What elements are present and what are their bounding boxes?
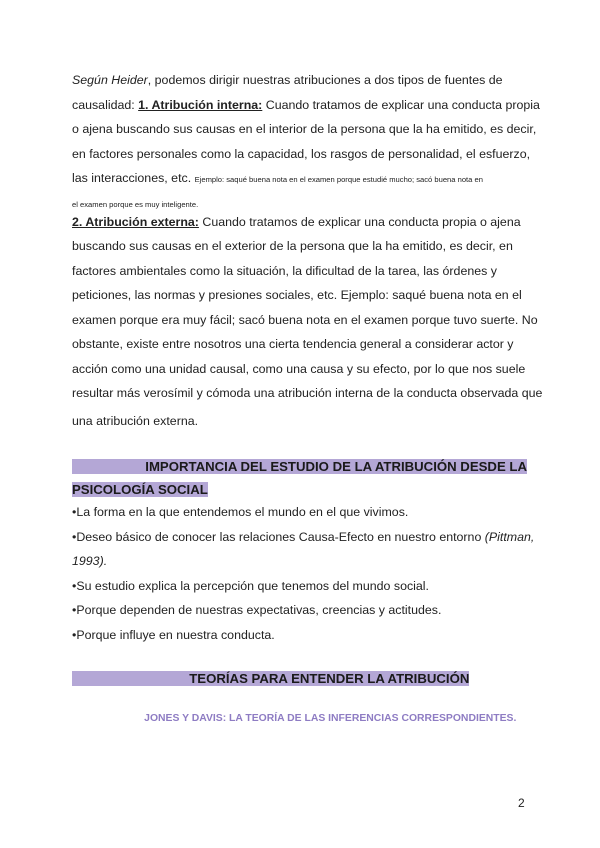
text-line xyxy=(72,287,522,303)
text-line xyxy=(72,121,536,137)
text-segment: obstante, existe entre nosotros una cierta tendencia general a considerar actor y xyxy=(72,337,514,351)
text-segment: 2. Atribución externa: xyxy=(72,215,199,229)
text-line xyxy=(72,529,534,545)
text-line xyxy=(72,170,483,188)
text-segment: examen porque era muy fácil; sacó buena nota en el examen porque tuvo suerte. No xyxy=(72,313,538,327)
text-segment: •Porque dependen de nuestras expectativas, creencias y actitudes. xyxy=(72,603,442,617)
text-line xyxy=(72,97,540,113)
text-segment: buscando sus causas en el exterior de la persona que la ha emitido, es decir, en xyxy=(72,239,513,253)
text-segment: resultar más verosímil y cómoda una atribución interna de la conducta observada que xyxy=(72,386,543,400)
text-line xyxy=(72,671,469,687)
text-line xyxy=(72,413,198,429)
text-segment: •Su estudio explica la percepción que tenemos del mundo social. xyxy=(72,579,429,593)
text-segment: Ejemplo: saqué buena nota en el examen porque estudié mucho; sacó buena nota en xyxy=(194,175,483,184)
text-segment: 1. Atribución interna: xyxy=(138,98,263,112)
text-line xyxy=(72,578,429,594)
section-heading: TEORÍAS PARA ENTENDER LA ATRIBUCIÓN xyxy=(72,671,470,686)
text-segment: en factores personales como la capacidad, los rasgos de personalidad, el esfuerzo, xyxy=(72,147,531,161)
text-segment: •Porque influye en nuestra conducta. xyxy=(72,628,275,642)
text-segment: , podemos dirigir nuestras atribuciones a dos tipos de fuentes de xyxy=(147,73,503,87)
text-line xyxy=(72,709,516,727)
text-segment: acción como una unidad causal, como una causa y su efecto, por lo que nos suele xyxy=(72,362,526,376)
text-segment: •Deseo básico de conocer las relaciones Causa-Efecto en nuestro entorno xyxy=(72,530,485,544)
text-line xyxy=(72,482,208,498)
text-line xyxy=(72,459,527,475)
text-line xyxy=(72,553,107,569)
subheading: JONES Y DAVIS: LA TEORÍA DE LAS INFERENCIAS CORRESPONDIENTES. xyxy=(72,713,517,724)
text-segment: 1993). xyxy=(72,554,108,568)
text-line xyxy=(72,361,525,377)
text-line xyxy=(72,146,530,162)
text-segment: Cuando tratamos de explicar una conducta propia o ajena xyxy=(198,215,521,229)
text-segment: o ajena buscando sus causas en el interior de la persona que la ha emitido, es decir, xyxy=(72,122,537,136)
text-line xyxy=(72,238,513,254)
text-line xyxy=(72,336,514,352)
text-line xyxy=(72,602,441,618)
text-line xyxy=(72,504,408,520)
section-heading: PSICOLOGÍA SOCIAL xyxy=(72,482,208,497)
text-line xyxy=(72,312,538,328)
text-segment: una atribución externa. xyxy=(72,414,199,428)
text-line xyxy=(72,385,542,401)
text-line xyxy=(72,214,521,230)
section-heading: IMPORTANCIA DEL ESTUDIO DE LA ATRIBUCIÓN DESDE LA xyxy=(72,459,527,474)
text-segment: las interacciones, etc. xyxy=(72,171,195,185)
text-segment: factores ambientales como la situación, la dificultad de la tarea, las órdenes y xyxy=(72,264,497,278)
page-number: 2 xyxy=(518,796,525,810)
text-segment: •La forma en la que entendemos el mundo en el que vivimos. xyxy=(72,505,409,519)
text-segment: Según Heider xyxy=(72,73,148,87)
text-segment: (Pittman, xyxy=(484,530,535,544)
text-segment: Cuando tratamos de explicar una conducta propia xyxy=(262,98,540,112)
text-line xyxy=(72,72,503,88)
text-segment: causalidad: xyxy=(72,98,139,112)
text-segment: el examen porque es muy inteligente. xyxy=(72,200,199,209)
text-line xyxy=(72,195,198,213)
text-line xyxy=(72,263,497,279)
text-line xyxy=(72,627,275,643)
text-segment: peticiones, las normas y presiones sociales, etc. Ejemplo: saqué buena nota en el xyxy=(72,288,522,302)
